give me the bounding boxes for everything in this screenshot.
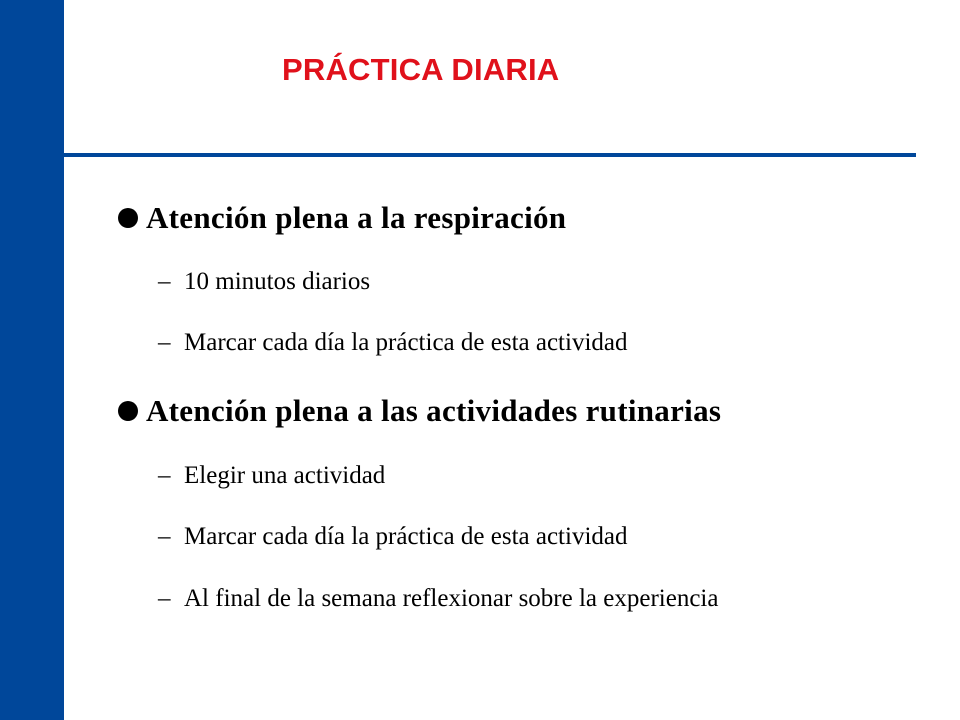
- bullet-item-actividades-rutinarias: [118, 393, 721, 429]
- sub-item-text: Marcar cada día la práctica de esta actividad: [184, 329, 628, 356]
- bullet-item-respiracion: [118, 200, 566, 236]
- bullet-heading: Atención plena a las actividades rutinarias: [146, 393, 722, 428]
- sub-item: [158, 462, 385, 490]
- sub-item: [158, 523, 627, 551]
- sub-item: [158, 268, 370, 296]
- sub-item: [158, 585, 718, 613]
- dash-icon: –: [158, 268, 171, 295]
- slide-title: PRÁCTICA DIARIA: [282, 52, 560, 87]
- sub-item: [158, 329, 627, 357]
- dash-icon: –: [158, 462, 171, 489]
- sub-item-text: Marcar cada día la práctica de esta actividad: [184, 523, 628, 550]
- sub-item-text: Al final de la semana reflexionar sobre la experiencia: [184, 585, 719, 612]
- dash-icon: –: [158, 523, 171, 550]
- dash-icon: –: [158, 585, 171, 612]
- left-side-bar: [0, 0, 64, 720]
- sub-item-text: Elegir una actividad: [184, 462, 386, 489]
- bullet-dot-icon: [118, 208, 138, 228]
- sub-item-text: 10 minutos diarios: [184, 268, 371, 295]
- bullet-dot-icon: [118, 401, 138, 421]
- dash-icon: –: [158, 329, 171, 356]
- bullet-heading: Atención plena a la respiración: [146, 200, 567, 235]
- title-underline-rule: [64, 153, 916, 157]
